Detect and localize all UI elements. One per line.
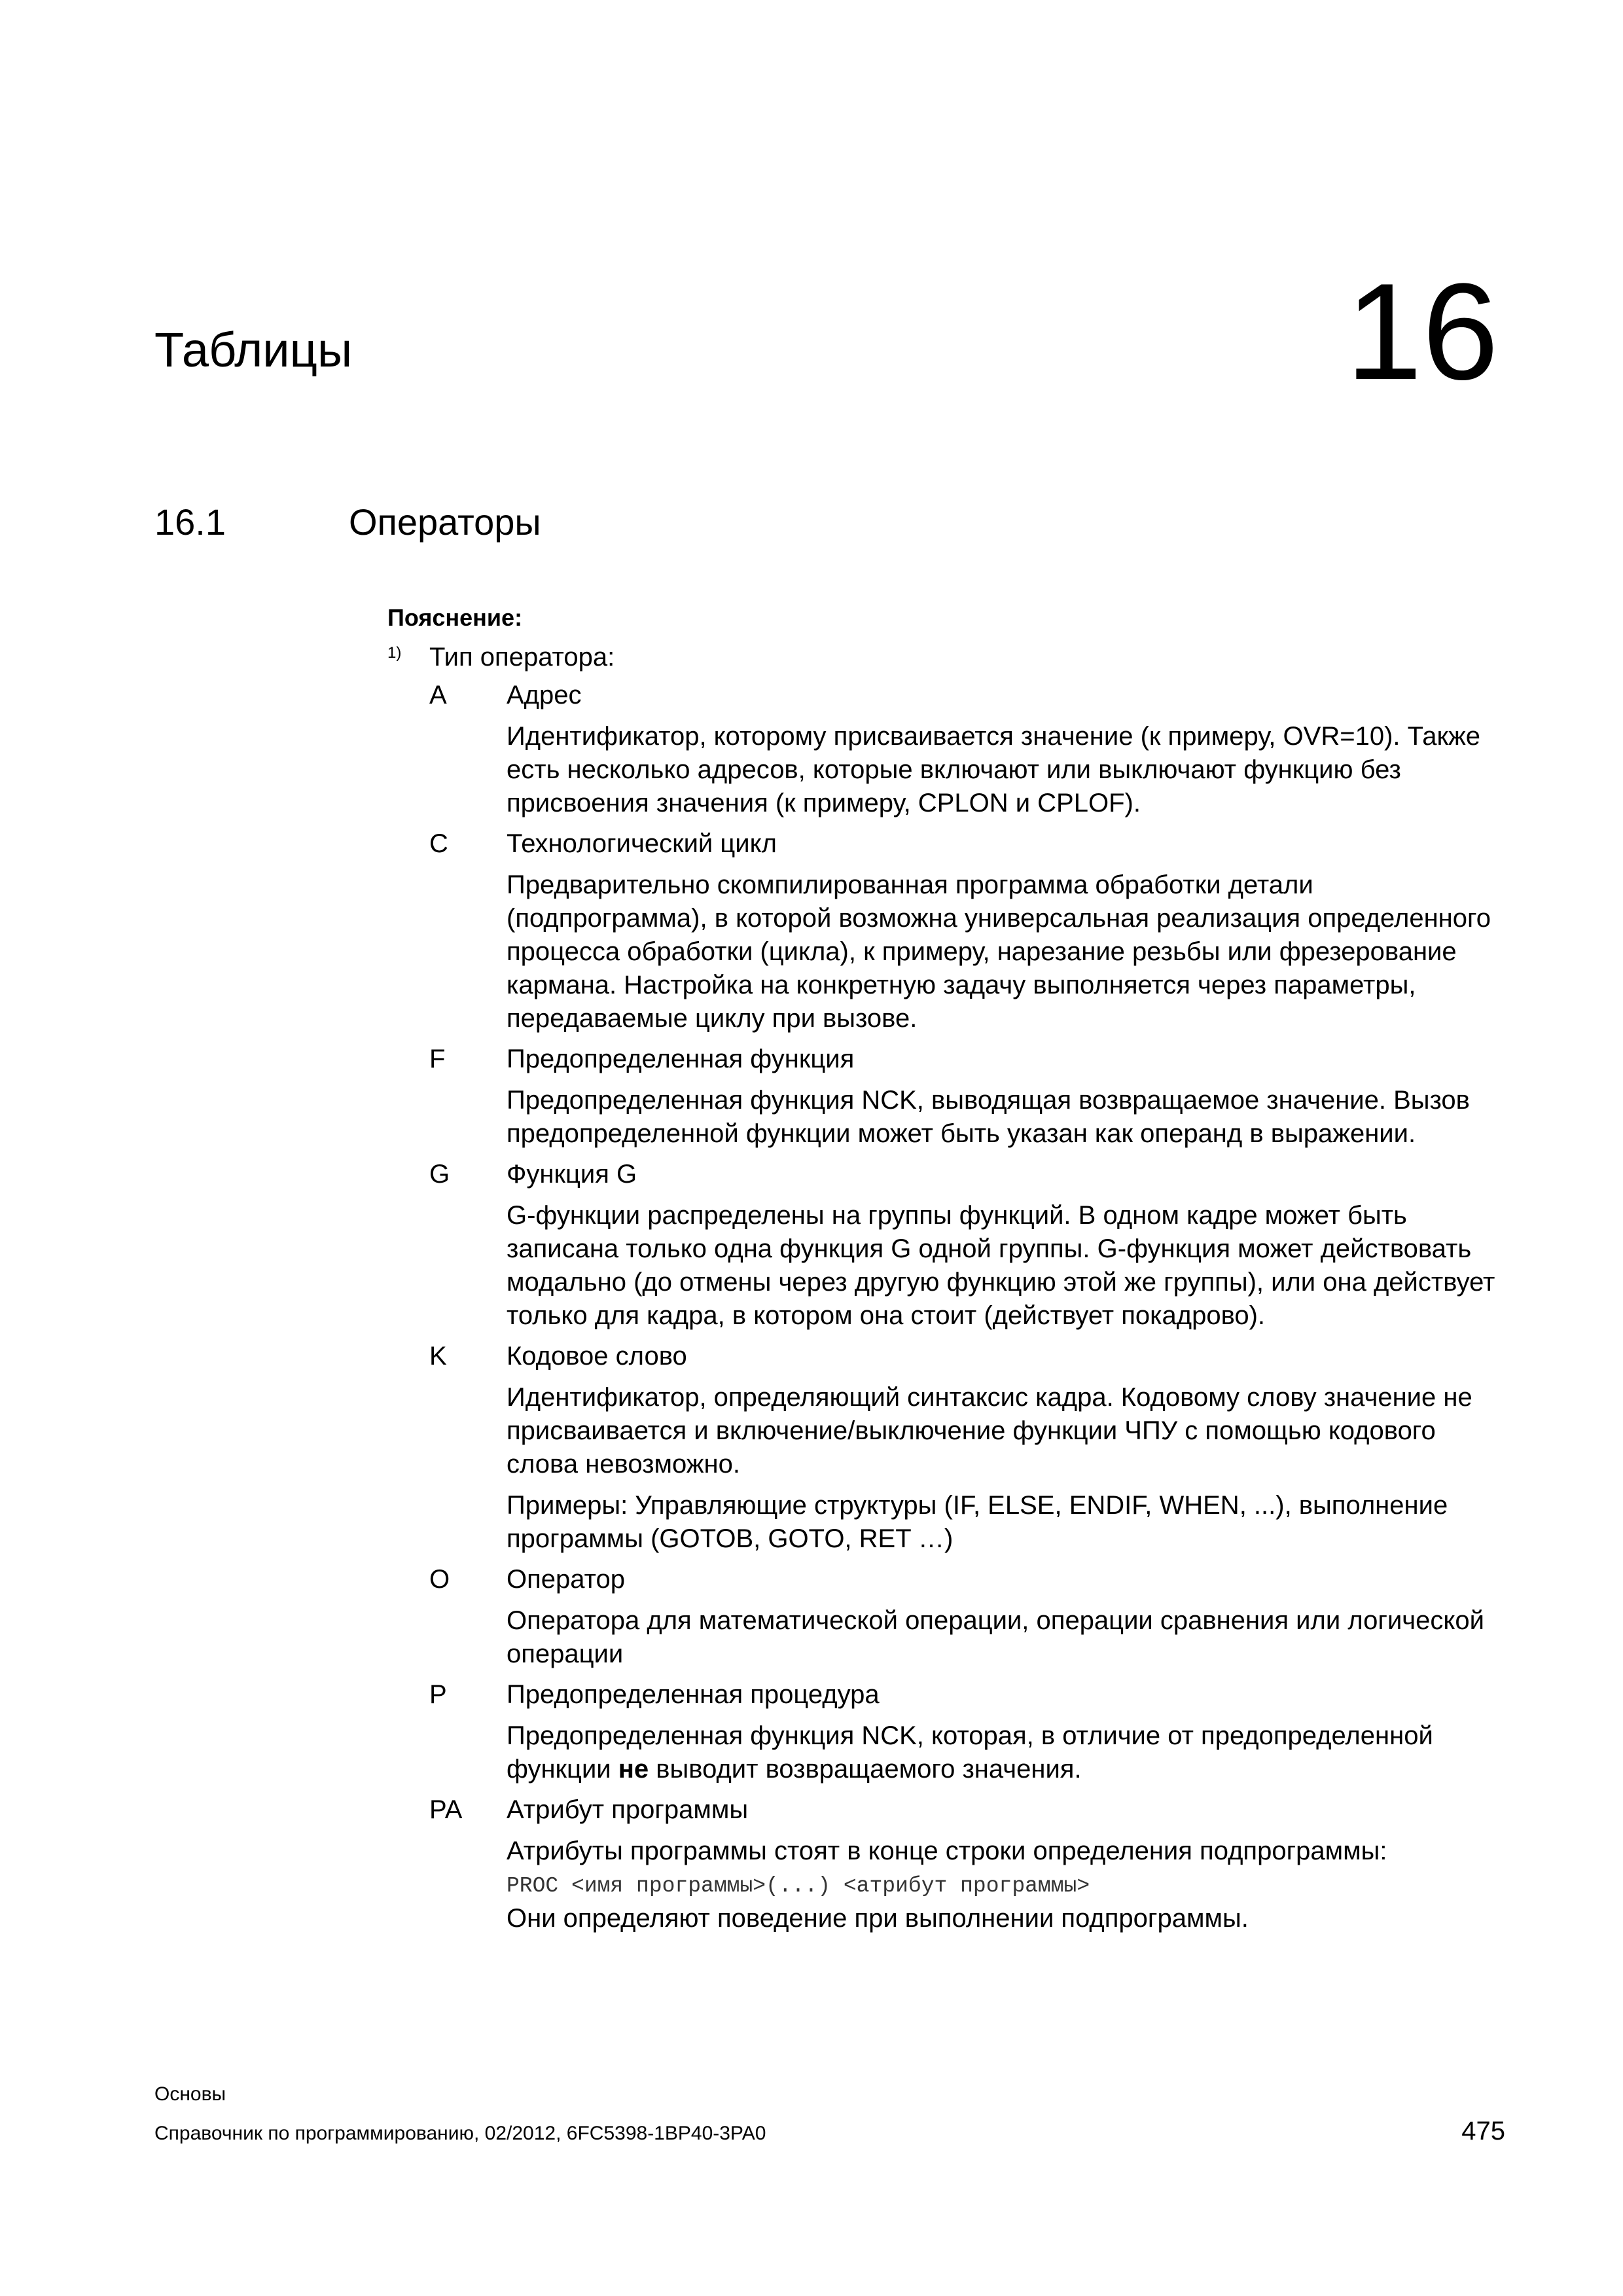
type-description: Предварительно скомпилированная программа обработки детали (подпрограмма), в которой возможна универсальная реализация определенного процесса обработки (цикла), к примеру, нарезание резьбы или фрезерование кармана. Настройка на конкретную задачу выполняется через параметры, передаваемые циклу при вызове. <box>507 870 1491 1033</box>
type-code: P <box>429 1680 447 1709</box>
type-description: Оператора для математической операции, операции сравнения или логической операции <box>507 1606 1484 1668</box>
description-part: выводит возвращаемого значения. <box>649 1755 1082 1784</box>
type-code: O <box>429 1565 450 1594</box>
emphasis-text: не <box>618 1755 649 1784</box>
type-description <box>507 1719 1503 1786</box>
type-code: C <box>429 829 448 858</box>
type-description: Предопределенная функция NCK, выводящая возвращаемое значение. Вызов предопределенной функции может быть указан как операнд в выражении. <box>507 1086 1470 1148</box>
footer-document-info: Справочник по программированию, 02/2012, 6FC5398-1BP40-3PA0 <box>154 2123 766 2144</box>
type-code: K <box>429 1342 447 1371</box>
code-line: PROC <имя программы>(...) <атрибут программы> <box>507 1874 1090 1898</box>
footnote-marker: 1) <box>387 644 402 662</box>
type-description: Идентификатор, которому присваивается значение (к примеру, OVR=10). Также есть несколько адресов, которые включают или выключают функцию без присвоения значения (к примеру, CPLON и CPLOF). <box>507 722 1481 817</box>
type-item-g <box>429 1157 1503 1333</box>
type-item-c <box>429 827 1503 1035</box>
type-examples: Примеры: Управляющие структуры (IF, ELSE, ENDIF, WHEN, ...), выполнение программы (GOTOB, GOTO, RET …) <box>507 1491 1448 1553</box>
footnote-text: Тип оператора: <box>429 643 615 672</box>
type-item-o <box>429 1562 1503 1671</box>
type-description: Идентификатор, определяющий синтаксис кадра. Кодовому слову значение не присваивается и включение/выключение функции ЧПУ с помощью кодового слова невозможно. <box>507 1383 1472 1479</box>
type-item-a <box>429 678 1503 820</box>
operator-type-list <box>429 678 1503 1935</box>
section-number: 16.1 <box>154 501 226 543</box>
type-name: Технологический цикл <box>507 829 777 858</box>
type-item-f <box>429 1042 1503 1151</box>
type-name: Кодовое слово <box>507 1342 687 1371</box>
page-number: 475 <box>1461 2117 1505 2145</box>
description-part: Предопределенная функция NCK, которая, в отличие от предопределенной функции <box>507 1721 1433 1784</box>
section-title: Операторы <box>349 501 541 543</box>
type-code: F <box>429 1045 446 1073</box>
type-name: Функция G <box>507 1160 637 1189</box>
type-name: Адрес <box>507 681 582 709</box>
explanation-heading: Пояснение: <box>387 604 523 631</box>
type-item-k <box>429 1339 1503 1556</box>
type-code: A <box>429 681 447 709</box>
type-description: G-функции распределены на группы функций. В одном кадре может быть записана только одна функция G одной группы. G-функция может действовать модально (до отмены через другую функцию этой же группы), или она действует только для кадра, в котором она стоит (действует покадрово). <box>507 1201 1495 1330</box>
type-item-p <box>429 1677 1503 1786</box>
type-name: Предопределенная функция <box>507 1045 855 1073</box>
type-description-after: Они определяют поведение при выполнении подпрограммы. <box>507 1904 1249 1933</box>
chapter-title: Таблицы <box>154 323 353 377</box>
type-name: Предопределенная процедура <box>507 1680 880 1709</box>
type-name: Атрибут программы <box>507 1795 749 1824</box>
footer-title: Основы <box>154 2083 226 2105</box>
type-item-pa <box>429 1793 1503 1935</box>
chapter-number: 16 <box>1346 255 1499 408</box>
type-name: Оператор <box>507 1565 625 1594</box>
type-code: PA <box>429 1795 463 1824</box>
type-code: G <box>429 1160 450 1189</box>
type-description: Атрибуты программы стоят в конце строки определения подпрограммы: <box>507 1837 1387 1865</box>
